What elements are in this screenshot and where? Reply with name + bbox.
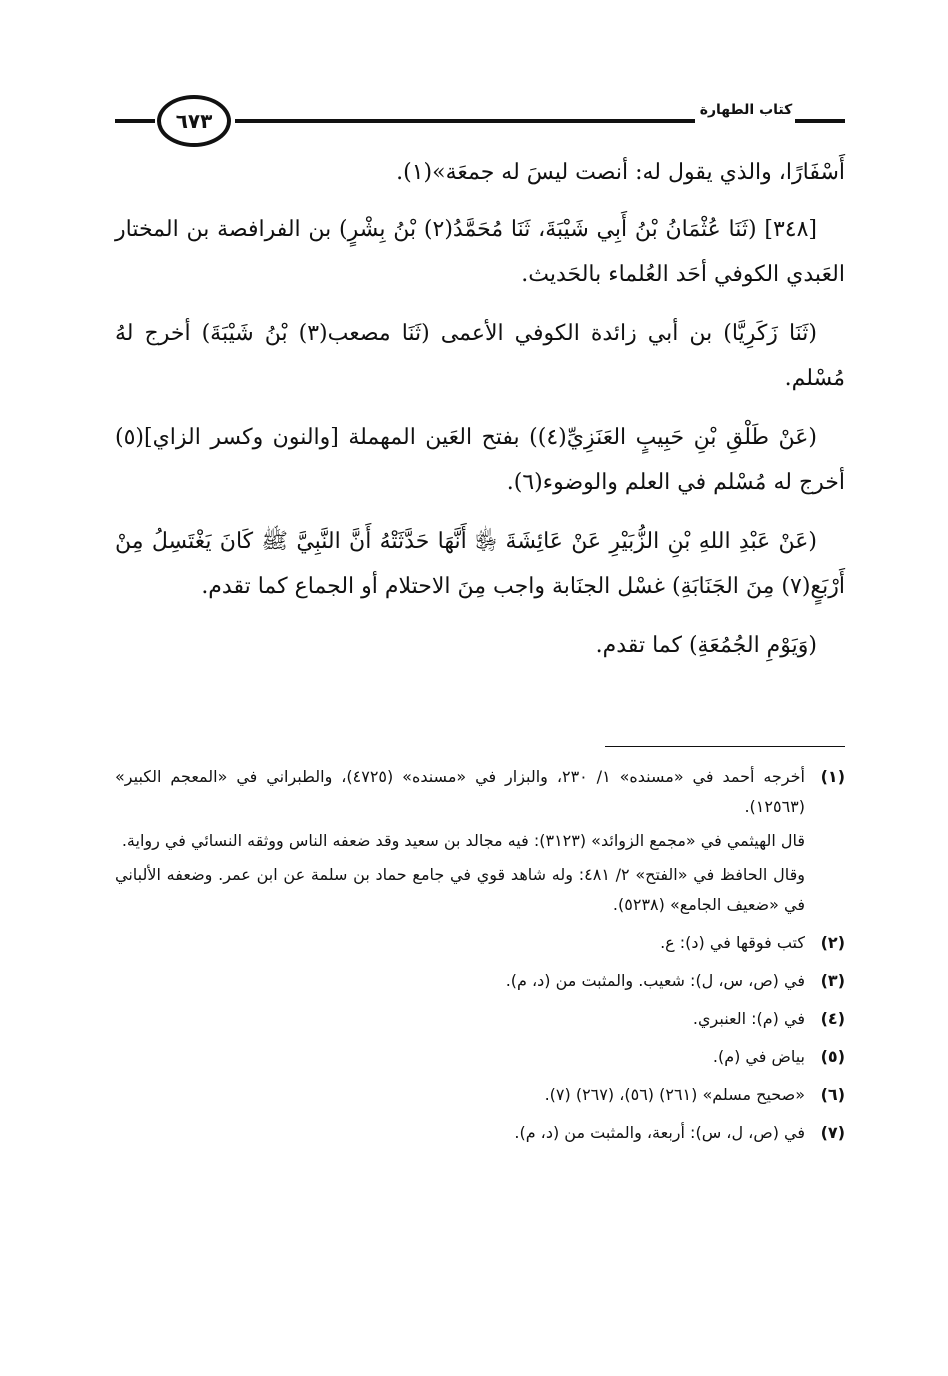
book-title: كتاب الطهارة <box>699 102 793 118</box>
footnote-text: في (ص، س، ل): شعيب. والمثبت من (د، م). <box>505 971 805 990</box>
footnote-7 <box>115 1118 845 1152</box>
footnote-number: (١) <box>820 767 845 786</box>
footnote-2 <box>115 928 845 962</box>
footnote-5 <box>115 1042 845 1076</box>
footnote-separator <box>605 746 845 747</box>
header-rule-right <box>795 119 845 123</box>
footnote-1 <box>115 762 845 924</box>
header-rule-left <box>115 119 155 123</box>
paragraph-hadith-348: [٣٤٨] (ثَنَا عُثْمَانُ بْنُ أَبِي شَيْبَةَ، ثَنَا مُحَمَّدُ(٢) بْنُ بِشْرٍ) بن الفرافصة بن المختار العَبدي الكوفي أحَد العُلماء بالحَديث. <box>115 217 845 287</box>
footnote-text: قال الهيثمي في «مجمع الزوائد» (٣١٢٣): فيه مجالد بن سعيد وقد ضعفه الناس ووثقه النسائي في رواية. <box>121 831 805 850</box>
paragraph-zakariyya: (ثَنَا زَكَرِيَّا) بن أبي زائدة الكوفي الأعمى (ثَنَا مصعب(٣) بْنُ شَيْبَةَ) أخرج لهُ مُسْلم. <box>115 321 845 391</box>
main-text <box>115 150 845 682</box>
footnote-3 <box>115 966 845 1000</box>
footnote-4 <box>115 1004 845 1038</box>
footnote-text: في (م): العنبري. <box>692 1009 805 1028</box>
header-rule-middle <box>235 119 695 123</box>
footnote-text: أخرجه أحمد في «مسنده» ١/ ٢٣٠، والبزار في «مسنده» (٤٧٢٥)، والطبراني في «المعجم الكبير» (١٢٥٦٣). <box>115 767 805 816</box>
page-number: ٦٧٣ <box>157 95 231 147</box>
paragraph-jumuah: (وَيَوْمِ الجُمُعَةِ) كما تقدم. <box>595 633 817 658</box>
page-header <box>115 92 845 152</box>
footnote-text: وقال الحافظ في «الفتح» ٢/ ٤٨١: وله شاهد قوي في جامع حماد بن سلمة عن ابن عمر. وضعفه الألباني في «ضعيف الجامع» (٥٢٣٨). <box>115 865 805 914</box>
footnote-text: في (ص، ل، س): أربعة، والمثبت من (د، م). <box>514 1123 805 1142</box>
paragraph-abdullah: (عَنْ عَبْدِ اللهِ بْنِ الزُّبَيْرِ عَنْ عَائِشَةَ ﵂ أَنَّهَا حَدَّثَتْهُ أَنَّ النَّبِيَّ ﷺ كَانَ يَغْتَسِلُ مِنْ أَرْبَعٍ(٧) مِنَ الجَنَابَةِ) غسْل الجنَابة واجب مِنَ الاحتلام أو الجماع كما تقدم. <box>115 529 845 599</box>
footnote-text: بياض في (م). <box>712 1047 805 1066</box>
footnote-6 <box>115 1080 845 1114</box>
footnote-text: «صحيح مسلم» (٢٦١) (٥٦)، (٢٦٧) (٧). <box>544 1085 805 1104</box>
footnote-number: (٢) <box>820 933 845 952</box>
footnote-number: (٤) <box>820 1009 845 1028</box>
paragraph-talq: (عَنْ طَلْقِ بْنِ حَبِيبٍ العَنَزِيِّ(٤)) بفتح العَين المهملة [والنون وكسر الزاي](٥) أخرج له مُسْلم في العلم والوضوء(٦). <box>115 425 845 495</box>
footnote-text: كتب فوقها في (د): ع. <box>660 933 805 952</box>
footnote-number: (٥) <box>820 1047 845 1066</box>
footnotes <box>115 762 845 1156</box>
paragraph-continuation: أَسْفَارًا، والذي يقول له: أنصت ليسَ له جمعَة»(١). <box>396 160 845 185</box>
footnote-number: (٦) <box>820 1085 845 1104</box>
footnote-number: (٣) <box>820 971 845 990</box>
footnote-number: (٧) <box>820 1123 845 1142</box>
